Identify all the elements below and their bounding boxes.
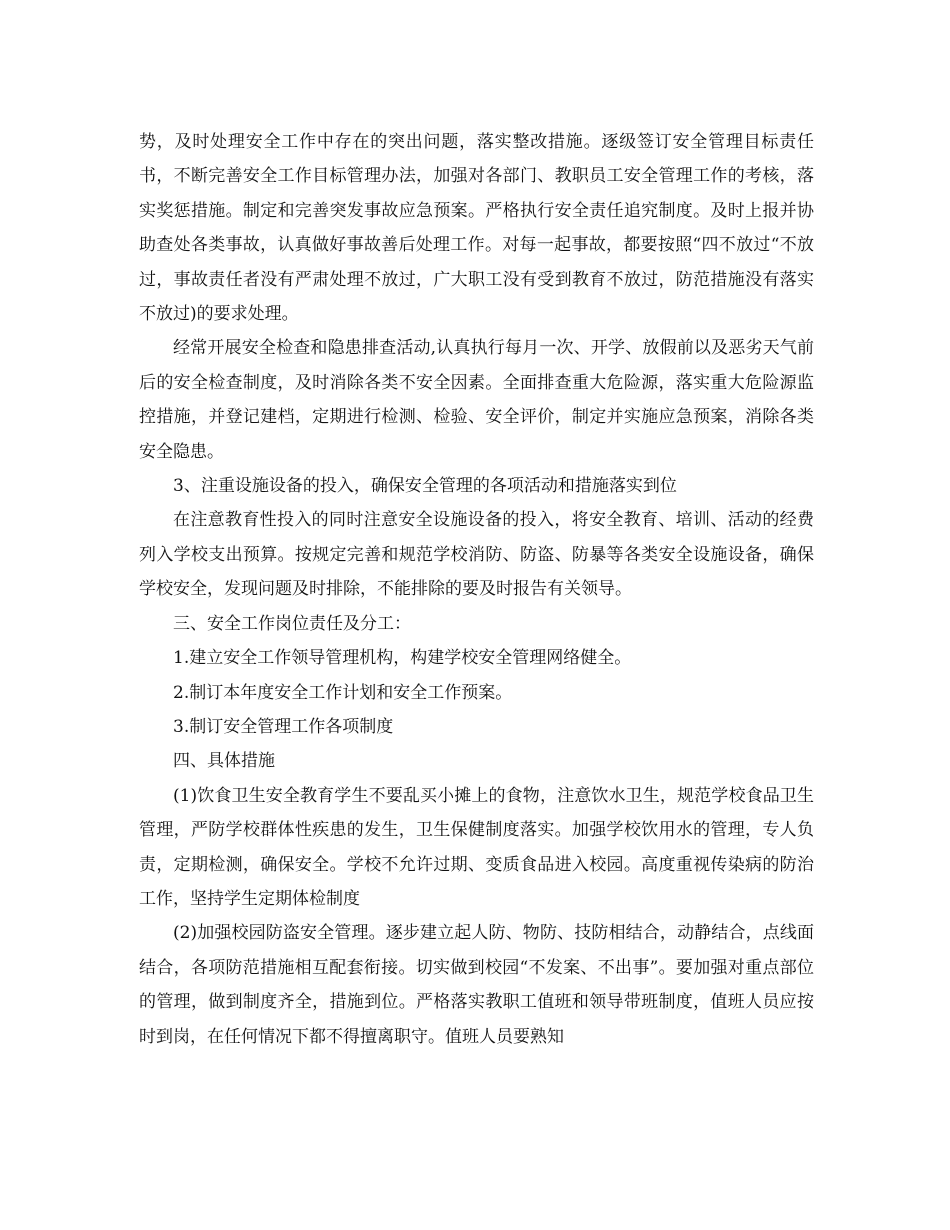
paragraph-safety-inspection: 经常开展安全检查和隐患排查活动,认真执行每月一次、开学、放假前以及恶劣天气前后的安全检查制度，及时消除各类不安全因素。全面排查重大危险源，落实重大危险源监控措施，并登记建档，定期进行检测、检验、安全评价，制定并实施应急预案，消除各类安全隐患。 <box>139 338 814 462</box>
list-item-1: 1.建立安全工作领导管理机构，构建学校安全管理网络健全。 <box>173 648 632 669</box>
document-body <box>139 125 814 1054</box>
section-heading-measures: 四、具体措施 <box>173 751 275 772</box>
section-heading-responsibilities: 三、安全工作岗位责任及分工： <box>173 613 411 634</box>
paragraph-continuation: 势，及时处理安全工作中存在的突出问题，落实整改措施。逐级签订安全管理目标责任书，不断完善安全工作目标管理办法，加强对各部门、教职员工安全管理工作的考核，落实奖惩措施。制定和完善突发事故应急预案。严格执行安全责任追究制度。及时上报并协助查处各类事故，认真做好事故善后处理工作。对每一起事故，都要按照“四不放过“不放过，事故责任者没有严肃处理不放过，广大职工没有受到教育不放过，防范措施没有落实不放过)的要求处理。 <box>139 132 814 325</box>
paragraph-food-safety: (1)饮食卫生安全教育学生不要乱买小摊上的食物，注意饮水卫生，规范学校食品卫生管理，严防学校群体性疾患的发生，卫生保健制度落实。加强学校饮用水的管理，专人负责，定期检测，确保安全。学校不允许过期、变质食品进入校园。高度重视传染病的防治工作，坚持学生定期体检制度 <box>139 785 814 909</box>
paragraph-theft-prevention: (2)加强校园防盗安全管理。逐步建立起人防、物防、技防相结合，动静结合，点线面结合，各项防范措施相互配套衔接。切实做到校园“不发案、不出事”。要加强对重点部位的管理，做到制度齐全，措施到位。严格落实教职工值班和领导带班制度，值班人员应按时到岗，在任何情况下都不得擅离职守。值班人员要熟知 <box>139 923 814 1047</box>
paragraph-facilities-investment: 在注意教育性投入的同时注意安全设施设备的投入，将安全教育、培训、活动的经费列入学校支出预算。按规定完善和规范学校消防、防盗、防暴等各类安全设施设备，确保学校安全，发现问题及时排除，不能排除的要及时报告有关领导。 <box>139 510 814 600</box>
list-item-3: 3.制订安全管理工作各项制度 <box>173 716 394 737</box>
list-item-2: 2.制订本年度安全工作计划和安全工作预案。 <box>173 682 513 703</box>
section-heading-facilities: 3、注重设施设备的投入，确保安全管理的各项活动和措施落实到位 <box>173 476 677 497</box>
